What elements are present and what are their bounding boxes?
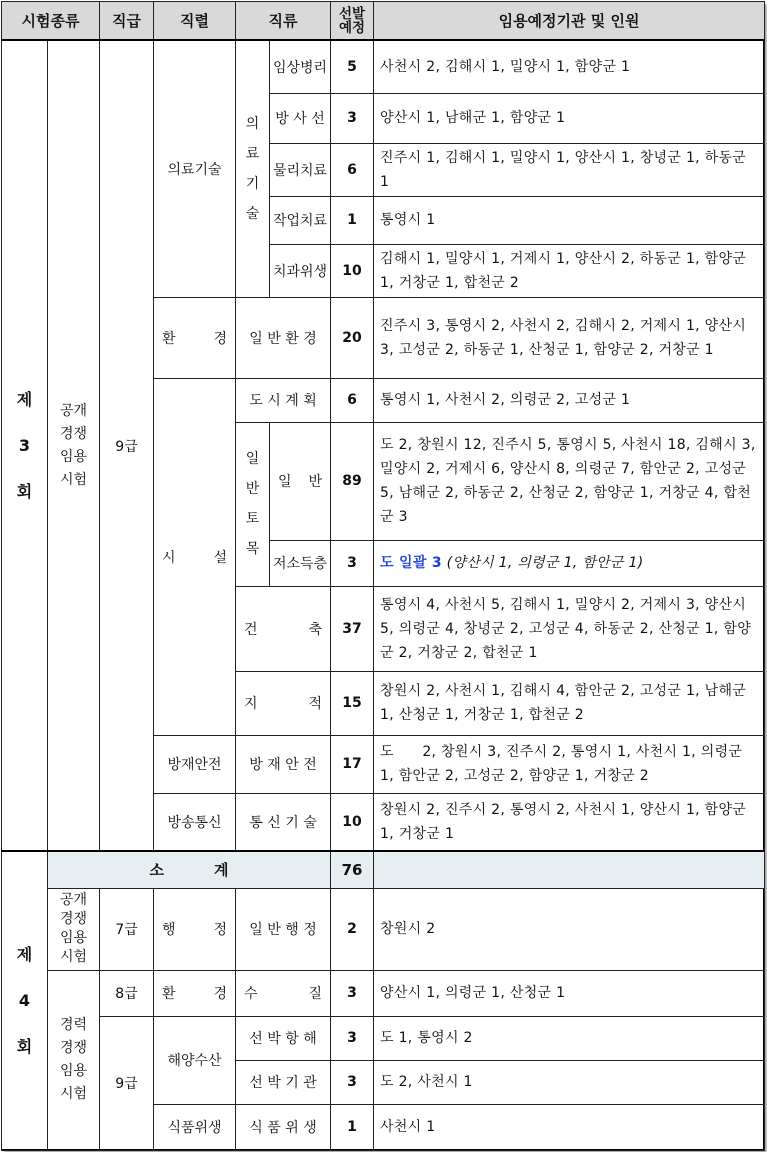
count-cell: 20 bbox=[331, 297, 374, 378]
water-series: 환 경 bbox=[154, 970, 236, 1016]
medical-series: 의료기술 bbox=[154, 40, 236, 297]
class-cell: 도 시 계 획 bbox=[236, 378, 331, 422]
agency-cell: 사천시 1 bbox=[374, 1104, 765, 1150]
grade-cell: 7급 bbox=[100, 888, 154, 970]
class-cell: 방 사 선 bbox=[270, 93, 331, 143]
class-cell: 선 박 항 해 bbox=[236, 1016, 331, 1060]
civil-group: 일 반 토 목 bbox=[236, 422, 270, 586]
agency-cell: 창원시 2, 사천시 1, 김해시 4, 함안군 2, 고성군 1, 남해군 1, 산청군 1, 거창군 1, 합천군 2 bbox=[374, 671, 765, 735]
class-cell: 일 반 환 경 bbox=[236, 297, 331, 378]
agency-cell: 창원시 2, 진주시 2, 통영시 2, 사천시 1, 양산시 1, 함양군 1, 거창군 1 bbox=[374, 793, 765, 851]
grade-cell: 9급 bbox=[100, 1016, 154, 1150]
agency-detail: (양산시 1, 의령군 1, 함안군 1) bbox=[446, 555, 644, 571]
agency-cell: 통영시 1, 사천시 2, 의령군 2, 고성군 1 bbox=[374, 378, 765, 422]
agency-cell: 도 2, 창원시 12, 진주시 5, 통영시 5, 사천시 18, 김해시 3, 밀양시 2, 거제시 6, 양산시 8, 의령군 7, 함안군 2, 고성군 5, 남해군 2, 하동군 2, 산청군 2, 함양군 1, 거창군 4, 합천군 3 bbox=[374, 422, 765, 540]
recruitment-table bbox=[1, 1, 765, 1151]
header-grade: 직급 bbox=[100, 2, 154, 41]
medical-group: 의 료 기 술 bbox=[236, 40, 270, 297]
agency-cell bbox=[374, 540, 765, 586]
agency-cell: 진주시 1, 김해시 1, 밀양시 1, 양산시 1, 창녕군 1, 하동군 1 bbox=[374, 143, 765, 196]
table-row bbox=[2, 888, 765, 970]
class-cell: 방 재 안 전 bbox=[236, 735, 331, 793]
round4-career-exam: 경력 경쟁 임용 시험 bbox=[48, 970, 100, 1150]
count-cell: 89 bbox=[331, 422, 374, 540]
class-cell: 임상병리 bbox=[270, 40, 331, 93]
subtotal-label: 소 계 bbox=[48, 851, 331, 888]
subtotal-agency bbox=[374, 851, 765, 888]
count-cell: 37 bbox=[331, 586, 374, 671]
agency-cell: 양산시 1, 의령군 1, 산청군 1 bbox=[374, 970, 765, 1016]
count-cell: 17 bbox=[331, 735, 374, 793]
admin-series: 행 정 bbox=[154, 888, 236, 970]
class-cell: 작업치료 bbox=[270, 196, 331, 244]
agency-cell: 진주시 3, 통영시 2, 사천시 2, 김해시 2, 거제시 1, 양산시 3, 고성군 2, 하동군 1, 산청군 1, 함양군 2, 거창군 1 bbox=[374, 297, 765, 378]
count-cell: 5 bbox=[331, 40, 374, 93]
agency-cell: 도 2, 창원시 3, 진주시 2, 통영시 1, 사천시 1, 의령군 1, 함안군 2, 고성군 2, 함양군 1, 거창군 2 bbox=[374, 735, 765, 793]
count-cell: 3 bbox=[331, 1060, 374, 1104]
class-cell: 통 신 기 술 bbox=[236, 793, 331, 851]
class-cell: 물리치료 bbox=[270, 143, 331, 196]
disaster-series: 방재안전 bbox=[154, 735, 236, 793]
class-cell: 저소득층 bbox=[270, 540, 331, 586]
round4-open-exam: 공개 경쟁 임용 시험 bbox=[48, 888, 100, 970]
count-cell: 15 bbox=[331, 671, 374, 735]
agency-cell: 통영시 4, 사천시 5, 김해시 1, 밀양시 2, 거제시 3, 양산시 5, 의령군 4, 창녕군 2, 고성군 4, 하동군 2, 산청군 1, 함양군 2, 거창군 2, 합천군 1 bbox=[374, 586, 765, 671]
count-cell: 1 bbox=[331, 1104, 374, 1150]
agency-cell: 통영시 1 bbox=[374, 196, 765, 244]
facility-series: 시 설 bbox=[154, 378, 236, 735]
round3-exam-type: 공개 경쟁 임용 시험 bbox=[48, 40, 100, 851]
class-cell: 선 박 기 관 bbox=[236, 1060, 331, 1104]
subtotal-row bbox=[2, 851, 765, 888]
class-cell: 건 축 bbox=[236, 586, 331, 671]
class-cell: 치과위생 bbox=[270, 244, 331, 297]
agency-cell: 도 2, 사천시 1 bbox=[374, 1060, 765, 1104]
header-class: 직류 bbox=[236, 2, 331, 41]
count-cell: 10 bbox=[331, 793, 374, 851]
food-series: 식품위생 bbox=[154, 1104, 236, 1150]
subtotal-count: 76 bbox=[331, 851, 374, 888]
class-cell: 지 적 bbox=[236, 671, 331, 735]
header-agency: 임용예정기관 및 인원 bbox=[374, 2, 765, 41]
broadcast-series: 방송통신 bbox=[154, 793, 236, 851]
class-cell: 수 질 bbox=[236, 970, 331, 1016]
agency-cell: 도 1, 통영시 2 bbox=[374, 1016, 765, 1060]
count-cell: 1 bbox=[331, 196, 374, 244]
header-selected: 선발 예정 bbox=[331, 2, 374, 41]
header-series: 직렬 bbox=[154, 2, 236, 41]
count-cell: 3 bbox=[331, 1016, 374, 1060]
agency-cell: 창원시 2 bbox=[374, 888, 765, 970]
table-row bbox=[2, 1016, 765, 1060]
round3-label: 제 3 회 bbox=[2, 40, 48, 851]
count-cell: 2 bbox=[331, 888, 374, 970]
round4-label: 제 4 회 bbox=[2, 851, 48, 1150]
marine-series: 해양수산 bbox=[154, 1016, 236, 1104]
round3-grade: 9급 bbox=[100, 40, 154, 851]
grade-cell: 8급 bbox=[100, 970, 154, 1016]
agency-cell: 사천시 2, 김해시 1, 밀양시 1, 함양군 1 bbox=[374, 40, 765, 93]
agency-bold: 도 일괄 3 bbox=[380, 555, 442, 571]
count-cell: 10 bbox=[331, 244, 374, 297]
header-row bbox=[2, 2, 765, 41]
table-row bbox=[2, 970, 765, 1016]
class-cell: 식 품 위 생 bbox=[236, 1104, 331, 1150]
count-cell: 6 bbox=[331, 143, 374, 196]
count-cell: 3 bbox=[331, 93, 374, 143]
env-series: 환 경 bbox=[154, 297, 236, 378]
agency-cell: 김해시 1, 밀양시 1, 거제시 1, 양산시 2, 하동군 1, 함양군 1, 거창군 1, 합천군 2 bbox=[374, 244, 765, 297]
count-cell: 3 bbox=[331, 540, 374, 586]
class-cell: 일 반 행 정 bbox=[236, 888, 331, 970]
header-exam-type: 시험종류 bbox=[2, 2, 100, 41]
table-row bbox=[2, 40, 765, 93]
count-cell: 6 bbox=[331, 378, 374, 422]
count-cell: 3 bbox=[331, 970, 374, 1016]
class-cell: 일 반 bbox=[270, 422, 331, 540]
agency-cell: 양산시 1, 남해군 1, 함양군 1 bbox=[374, 93, 765, 143]
